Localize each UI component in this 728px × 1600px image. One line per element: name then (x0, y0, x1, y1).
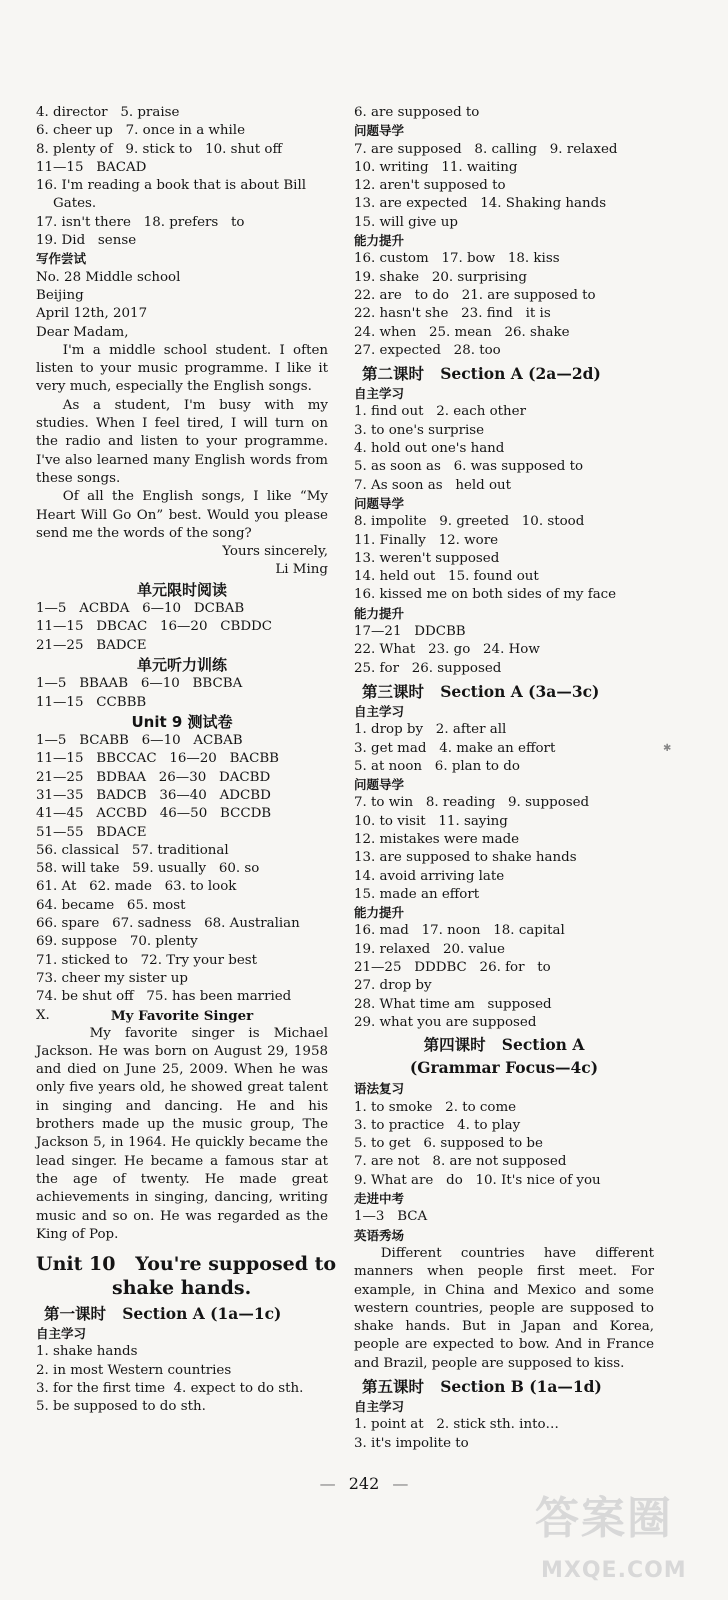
left-column (36, 104, 337, 1417)
section-heading: 自主学习 (36, 1326, 87, 1342)
answer-line: 11—15 BACAD (36, 159, 147, 175)
unit-title-line: shake hands. (112, 1277, 252, 1300)
answer-line: 16. I'm reading a book that is about Bill (36, 178, 307, 194)
answer-line: 56. classical 57. traditional (36, 842, 229, 858)
answer-line: 1—5 ACBDA 6—10 DCBAB (36, 601, 245, 617)
answer-line: 7. to win 8. reading 9. supposed (354, 795, 590, 811)
answer-line: Gates. (36, 196, 97, 212)
answer-line: 15. made an effort (354, 886, 480, 902)
section-heading: 能力提升 (354, 605, 405, 621)
answer-line: 25. for 26. supposed (354, 660, 502, 676)
letter-paragraph: Of all the English songs, I like “My Heart Will Go On” best. Would you please send me the words of the song? (36, 489, 328, 541)
answer-line: 7. are not 8. are not supposed (354, 1154, 567, 1170)
section-heading: 能力提升 (354, 233, 405, 249)
answer-line: 69. suppose 70. plenty (36, 934, 198, 950)
answer-line: 31—35 BADCB 36—40 ADCBD (36, 787, 271, 803)
answer-line: 15. will give up (354, 214, 458, 230)
answer-line: 1. to smoke 2. to come (354, 1099, 517, 1115)
answer-line: 12. aren't supposed to (354, 178, 506, 194)
answer-line: 3. get mad 4. make an effort (354, 740, 556, 756)
answer-line: 17. isn't there 18. prefers to (36, 214, 245, 230)
section-title: 单元限时阅读 (136, 580, 227, 599)
answer-line: 22. What 23. go 24. How (354, 642, 540, 658)
lesson-title: 第一课时 Section A (1a—1c) (44, 1304, 282, 1324)
answer-line: 3. to one's surprise (354, 422, 485, 438)
answer-line: 28. What time am supposed (354, 996, 552, 1012)
answer-line: 5. as soon as 6. was supposed to (354, 459, 584, 475)
answer-line: 1—5 BBAAB 6—10 BBCBA (36, 676, 243, 692)
answer-line: 11—15 DBCAC 16—20 CBDDC (36, 619, 273, 635)
answer-line: 27. drop by (354, 978, 432, 994)
essay-paragraph: My favorite singer is Michael Jackson. He was born on August 29, 1958 and died on June 25, 2009. When he was only five years old, he showed great talent in singing and dancing. He and his brothers made up the music group, The Jackson 5, in 1964. He quickly became the lead singer. He became a famous star at the age of twenty. He made great achievements in singing, dancing, writing music and so on. He was regarded as the King of Pop. (36, 1025, 328, 1242)
answer-line: 61. At 62. made 63. to look (36, 879, 237, 895)
answer-line: 13. are expected 14. Shaking hands (354, 196, 607, 212)
answer-line: 22. hasn't she 23. find it is (354, 306, 551, 322)
answer-line: 16. mad 17. noon 18. capital (354, 923, 565, 939)
footer-dash: — (319, 1474, 336, 1493)
letter-closing: Yours sincerely, (222, 544, 328, 560)
answer-lines (36, 104, 328, 250)
section-heading: 自主学习 (354, 386, 405, 402)
section-heading: 问题导学 (354, 123, 405, 139)
answer-line: 71. sticked to 72. Try your best (36, 952, 258, 968)
answer-line: 11—15 CCBBB (36, 694, 147, 710)
answer-line: 58. will take 59. usually 60. so (36, 861, 260, 877)
answer-line: 1. point at 2. stick sth. into… (354, 1417, 559, 1433)
answer-line: 11. Finally 12. wore (354, 532, 499, 548)
answer-line: 10. to visit 11. saying (354, 813, 508, 829)
answer-line: 19. shake 20. surprising (354, 269, 527, 285)
answer-line: 24. when 25. mean 26. shake (354, 324, 570, 340)
unit-title-line: Unit 10 You're supposed to (36, 1253, 337, 1276)
unit-title (36, 1252, 337, 1300)
answer-line: 7. As soon as held out (354, 477, 512, 493)
section-heading: 自主学习 (354, 703, 405, 719)
answer-line: 21—25 DDDBC 26. for to (354, 960, 551, 976)
lesson-subtitle: (Grammar Focus—4c) (409, 1058, 599, 1078)
answer-line: 21—25 BDBAA 26—30 DACBD (36, 769, 271, 785)
answer-line: 4. hold out one's hand (354, 441, 505, 457)
letter-paragraph: As a student, I'm busy with my studies. When I feel tired, I will turn on the radio and listen to your programme. I've also learned many English words from these songs. (36, 397, 328, 486)
footer-dash: — (392, 1474, 409, 1493)
answer-line: 19. relaxed 20. value (354, 941, 505, 957)
section-heading: 走进中考 (354, 1191, 405, 1207)
answer-line: 8. plenty of 9. stick to 10. shut off (36, 141, 282, 157)
answer-line: 11—15 BBCCAC 16—20 BACBB (36, 751, 280, 767)
answer-line: 1—3 BCA (354, 1209, 428, 1225)
answer-line: 5. to get 6. supposed to be (354, 1136, 543, 1152)
section-title: 单元听力训练 (136, 655, 227, 674)
section-heading: 问题导学 (354, 777, 405, 793)
answer-line: 73. cheer my sister up (36, 970, 188, 986)
answer-line: 19. Did sense (36, 233, 137, 249)
answer-line: 10. writing 11. waiting (354, 159, 518, 175)
answer-line: 27. expected 28. too (354, 342, 501, 358)
show-paragraph: Different countries have different manners when people first meet. For example, in China and Mexico and some western countries, people are supposed to shake hands. But in Japan and Korea, people are expected to bow. And in France and Brazil, people are supposed to kiss. (354, 1245, 654, 1371)
answer-line: 3. to practice 4. to play (354, 1117, 521, 1133)
answer-line: 6. cheer up 7. once in a while (36, 123, 246, 139)
answer-line: 14. avoid arriving late (354, 868, 505, 884)
answer-line: 1. shake hands (36, 1344, 138, 1360)
watermark-url: MXQE.COM (541, 1558, 687, 1583)
answer-line: 3. it's impolite to (354, 1435, 469, 1451)
answer-line: 17—21 DDCBB (354, 624, 466, 640)
section-heading: 英语秀场 (354, 1227, 405, 1243)
answer-line: 22. are to do 21. are supposed to (354, 287, 596, 303)
answer-line: 5. be supposed to do sth. (36, 1399, 206, 1415)
essay-title: My Favorite Singer (110, 1007, 254, 1024)
answer-line: 1—5 BCABB 6—10 ACBAB (36, 733, 243, 749)
lesson-title: 第三课时 Section A (3a—3c) (362, 681, 600, 701)
address-line: April 12th, 2017 (36, 306, 148, 322)
essay-title-row (36, 1007, 328, 1025)
section-heading: 自主学习 (354, 1399, 405, 1414)
answer-line: 14. held out 15. found out (354, 569, 539, 585)
answer-line: 9. What are do 10. It's nice of you (354, 1172, 601, 1188)
section-title: Unit 9 测试卷 (131, 712, 233, 731)
answer-line: 21—25 BADCE (36, 637, 147, 653)
watermark-text: 答案圈 (535, 1493, 673, 1544)
address-line: No. 28 Middle school (36, 269, 181, 285)
answer-line: 74. be shut off 75. has been married (36, 989, 292, 1005)
section-heading: 问题导学 (354, 495, 405, 511)
answer-line: 66. spare 67. sadness 68. Australian (36, 916, 300, 932)
right-column (354, 104, 654, 1453)
lesson-title: 第二课时 Section A (2a—2d) (362, 364, 601, 384)
answer-line: 7. are supposed 8. calling 9. relaxed (354, 141, 618, 157)
answer-line: 2. in most Western countries (36, 1362, 232, 1378)
page-number: 242 (348, 1474, 380, 1493)
answer-line: 4. director 5. praise (36, 105, 180, 120)
letter-paragraph: I'm a middle school student. I often listen to your music programme. I like it very much, especially the English songs. (36, 342, 328, 395)
address-line: Beijing (36, 287, 84, 303)
answer-line: 5. at noon 6. plan to do (354, 758, 520, 774)
answer-line: 1. find out 2. each other (354, 404, 526, 420)
answer-line: 8. impolite 9. greeted 10. stood (354, 514, 585, 530)
section-heading: 能力提升 (354, 905, 405, 921)
answer-line: 16. custom 17. bow 18. kiss (354, 251, 560, 267)
lesson-title: 第四课时 Section A (423, 1035, 585, 1055)
answer-line: 1. drop by 2. after all (354, 722, 507, 738)
answer-line: 64. became 65. most (36, 897, 186, 913)
letter-signature: Li Ming (275, 562, 328, 578)
answer-line: 29. what you are supposed (354, 1014, 537, 1030)
answer-line: 13. weren't supposed (354, 550, 500, 566)
print-speck: ✱ (663, 743, 672, 754)
answer-line: 41—45 ACCBD 46—50 BCCDB (36, 806, 272, 822)
answer-line: 16. kissed me on both sides of my face (354, 587, 617, 603)
answer-line: 51—55 BDACE (36, 824, 147, 840)
address-line: Dear Madam, (36, 324, 129, 340)
answer-line: 13. are supposed to shake hands (354, 850, 577, 866)
answer-line: 6. are supposed to (354, 105, 480, 120)
answer-line: 3. for the first time 4. expect to do sth. (36, 1381, 304, 1396)
section-heading: 写作尝试 (36, 251, 87, 267)
essay-marker: X. (36, 1007, 50, 1023)
answer-line: 12. mistakes were made (354, 831, 520, 847)
lesson-title: 第五课时 Section B (1a—1d) (362, 1377, 602, 1396)
page-number-footer (0, 1475, 728, 1493)
watermark-logo (535, 1493, 715, 1590)
section-heading: 语法复习 (354, 1081, 405, 1097)
